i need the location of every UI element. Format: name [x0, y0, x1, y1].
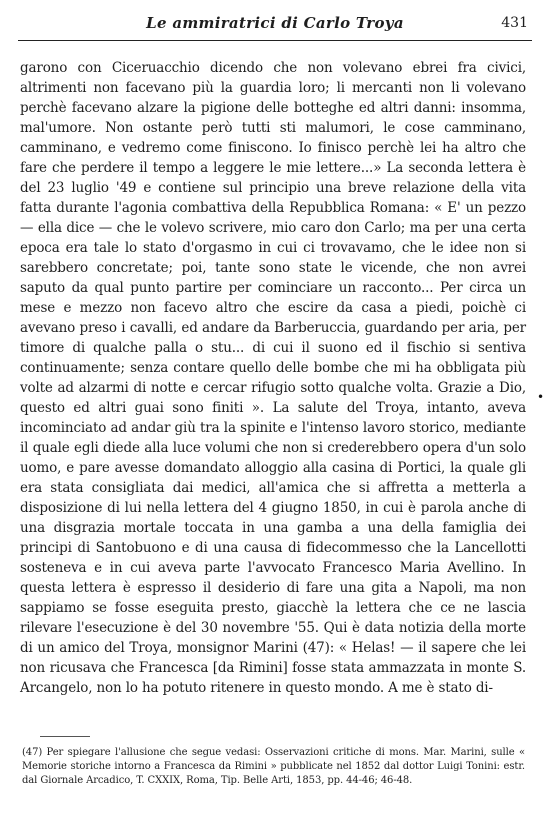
header-rule: [18, 40, 532, 41]
footnote: (47) Per spiegare l'allusione che segue vedasi: Osservazioni critiche di mons. Mar. Marini, sulle « Memorie storiche intorno a Francesca da Rimini » pubblicate nel 1852 dal dottor Luigi Tonini: estr. dal Giornale Arcadico, T. CXXIX, Roma, Tip. Belle Arti, 1853, pp. 44-46; 46-48.: [22, 747, 525, 786]
margin-bullet-mark: •: [537, 390, 545, 404]
page-number: 431: [501, 15, 528, 31]
page-header: [0, 8, 550, 42]
body-paragraph: garono con Ciceruacchio dicendo che non volevano ebrei fra civici, altrimenti non facevano più la guardia loro; li mercanti non li volevano perchè facevano alzare la pigione delle botteghe ed altri danni: insomma, mal'umore. Non ostante però tutti sti malumori, le cose camminano, camminano, e vedremo come finiscono. Io finisco perchè lei ha altro che fare che perdere il tempo a leggere le mie lettere...» La seconda lettera è del 23 luglio '49 e contiene sul principio una breve relazione della vita fatta durante l'agonia combattiva della Repubblica Romana: « E' un pezzo — ella dice — che le volevo scrivere, mio caro don Carlo; ma per una certa epoca era tale lo stato d'orgasmo in cui ci trovavamo, che le idee non si sarebbero concretate; poi, tante sono state le vicende, che non avrei saputo da qual punto partire per cominciare un racconto... Per circa un mese e mezzo non facevo altro che escire da casa a piedi, poichè ci avevano preso i cavalli, ed andare da Barberuccia, guardando per aria, per timore di qualche palla o stu... di cui il suono ed il fischio si sentiva continuamente; senza contare quello delle bombe che mi ha obbligata più volte ad alzarmi di notte e cercar rifugio sotto qualche volta. Grazie a Dio, questo ed altri guai sono finiti ». La salute del Troya, intanto, aveva incominciato ad andar giù tra la spinite e l'intenso lavoro storico, mediante il quale egli diede alla luce volumi che non si crederebbero opera d'un solo uomo, e pare avesse domandato alloggio alla casina di Portici, la quale gli era stata consigliata dai medici, all'amica che si affretta a metterla a disposizione di lui nella lettera del 4 giugno 1850, in cui è parola anche di una disgrazia mortale toccata in una gamba a una della famiglia dei principi di Santobuono e di una causa di fidecommesso che la Lancellotti sosteneva e in cui aveva parte l'avvocato Francesco Maria Avellino. In questa lettera è espresso il desiderio di fare una gita a Napoli, ma non sappiamo se fosse eseguita presto, giacchè la lettera che ce ne lascia rilevare l'esecuzione è del 30 novembre '55. Qui è data notizia della morte di un amico del Troya, monsignor Marini (47): « Helas! — il sapere che lei non ricusava che Francesca [da Rimini] fosse stata ammazzata in monte S. Arcangelo, non lo ha potuto ritenere in questo mondo. A me è stato di-: [20, 60, 526, 696]
footnote-rule: [40, 736, 90, 737]
running-title: Le ammiratrici di Carlo Troya: [146, 14, 404, 32]
